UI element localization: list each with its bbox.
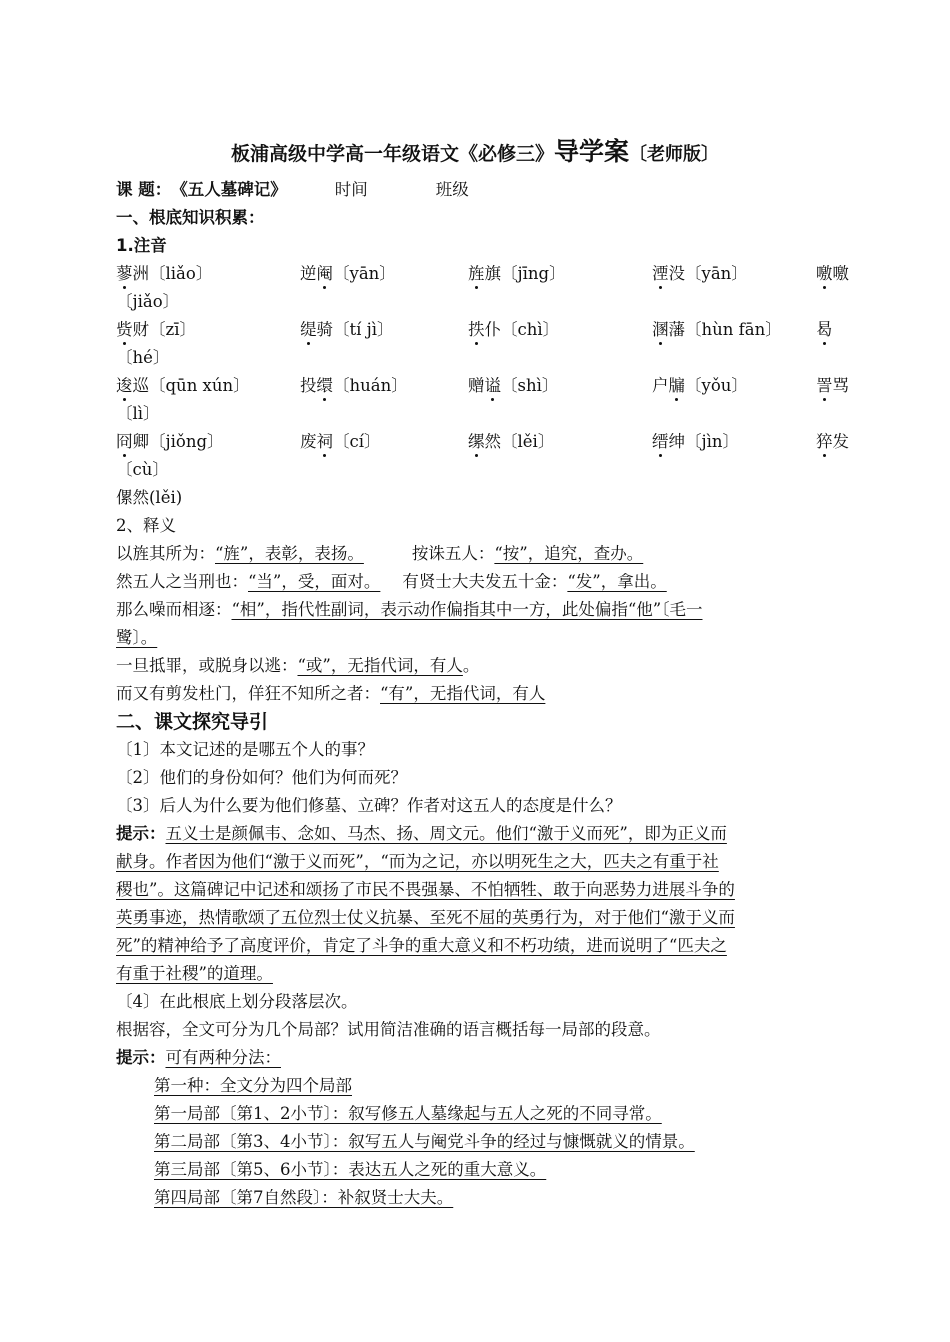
topic-label: 课 题： (116, 180, 172, 199)
phonetic-item: 抶仆〔chì〕 (468, 316, 652, 344)
division-line: 第三局部〔第5、6小节〕：表达五人之死的重大意义。 (154, 1160, 547, 1179)
explain-question: 有贤士大夫发五十金： (402, 572, 568, 591)
topic-value: 《五人墓碑记》 (171, 180, 287, 199)
section1-heading: 一、根底知识积累： (116, 208, 265, 227)
phonetic-item: 湮没〔yān〕 (652, 260, 816, 288)
phonetic-item: 蓼洲〔liǎo〕 (116, 260, 300, 288)
hint-line: 献身。作者因为他们“激于义而死”，“而为之记，亦以明死生之大，匹夫之有重于社 (116, 852, 719, 871)
explain-answer: “或”，无指代词，有人 (297, 656, 463, 675)
explain-answer: “相”，指代性副词，表示动作偏指其中一方，此处偏指“他”〔毛一 (231, 600, 703, 619)
phonetic-item: 曷 (816, 316, 848, 344)
hint-line: 提示：五义士是颜佩韦、念如、马杰、扬、周文元。他们“激于义而死”，即为正义而 (116, 824, 727, 843)
explain-question: 然五人之当刑也： (116, 572, 248, 591)
explain-question: 一旦抵罪，或脱身以逃： (116, 656, 298, 675)
phonetic-row (116, 372, 848, 400)
document-body (116, 176, 848, 1212)
phonetic-item: 赀财〔zī〕 (116, 316, 300, 344)
hint-line: 稷也”。这篇碑记中记述和颂扬了市民不畏强暴、不怕牺牲、敢于向恶势力进展斗争的 (116, 880, 735, 899)
phonetic-item: 缧然〔lěi〕 (468, 428, 652, 456)
phonetic-extra: 傫然(lěi) (116, 488, 183, 507)
hint-line: 死”的精神给予了高度评价，肯定了斗争的重大意义和不朽功绩，进而说明了“匹夫之 (116, 936, 727, 955)
explain-row (116, 540, 848, 568)
explain-question: 按诛五人： (411, 544, 495, 563)
question-2: 〔2〕他们的身份如何？他们为何而死？ (116, 768, 407, 787)
hint2-line: 提示：可有两种分法： (116, 1048, 281, 1067)
explain-answer-wrap: 鹭〕。 (116, 628, 158, 647)
hint-label: 提示： (116, 824, 166, 843)
explain-row (116, 680, 848, 708)
time-label: 时间 (334, 180, 368, 199)
hint-line: 有重于社稷”的道理。 (116, 964, 273, 983)
explain-answer: “有”，无指代词，有人 (380, 684, 546, 703)
phonetic-item: 溷藩〔hùn fān〕 (652, 316, 816, 344)
phonetic-item: 冏卿〔jiǒng〕 (116, 428, 300, 456)
explain-row: 一旦抵罪，或脱身以逃：“或”，无指代词，有人。 (116, 656, 480, 675)
question-4: 〔4〕在此根底上划分段落层次。 (116, 992, 358, 1011)
division-line: 第二局部〔第3、4小节〕：叙写五人与阉党斗争的经过与慷慨就义的情景。 (154, 1132, 695, 1151)
explain-heading: 2、释义 (116, 516, 176, 535)
explain-answer: “旌”，表彰，表扬。 (215, 544, 364, 563)
division-line: 第一种：全文分为四个局部 (154, 1076, 352, 1095)
phonetic-item: 赠谥〔shì〕 (468, 372, 652, 400)
page-title (0, 132, 950, 168)
explain-answer: “发”，拿出。 (567, 572, 667, 591)
phonetic-item: 逡巡〔qūn xún〕 (116, 372, 300, 400)
question-3: 〔3〕后人为什么要为他们修墓、立碑？作者对这五人的态度是什么？ (116, 796, 622, 815)
phonetic-row (116, 428, 848, 456)
title-big: 导学案 (554, 137, 630, 166)
phonetic-wrap: 〔jiǎo〕 (116, 292, 180, 311)
phonetics-heading: 1.注音 (116, 236, 167, 255)
explain-row-wrap (116, 624, 848, 652)
explain-question: 以旌其所为： (116, 544, 215, 563)
hint-block (116, 820, 848, 988)
question-4b: 根据容，全文可分为几个局部？试用简洁准确的语言概括每一局部的段意。 (116, 1020, 661, 1039)
title-main: 板浦高级中学高一年级语文《必修三》 (230, 143, 554, 165)
phonetic-item: 缙绅〔jìn〕 (652, 428, 816, 456)
division-line: 第一局部〔第1、2小节〕：叙写修五人墓缘起与五人之死的不同寻常。 (154, 1104, 662, 1123)
phonetic-wrap: 〔cù〕 (116, 460, 169, 479)
explain-question: 而又有剪发杜门，佯狂不知所之者： (116, 684, 380, 703)
hint2-label: 提示： (116, 1048, 166, 1067)
phonetic-row (116, 260, 848, 288)
phonetic-row (116, 316, 848, 344)
phonetic-item: 户牖〔yǒu〕 (652, 372, 816, 400)
explain-answer: “按”，追究，查办。 (494, 544, 644, 563)
meta-row (116, 176, 848, 204)
phonetic-wrap: 〔hé〕 (116, 348, 170, 367)
hint-line: 英勇事迹，热情歌颂了五位烈士仗义抗暴、至死不屈的英勇行为，对于他们“激于义而 (116, 908, 735, 927)
explain-question: 那么噪而相逐： (116, 600, 232, 619)
class-label: 班级 (435, 180, 469, 199)
phonetic-item: 逆阉〔yān〕 (300, 260, 468, 288)
explain-row (116, 596, 848, 624)
phonetic-item: 噭噭 (816, 260, 848, 288)
phonetic-item: 詈骂 (816, 372, 848, 400)
question-1: 〔1〕本文记述的是哪五个人的事？ (116, 740, 374, 759)
phonetic-item: 废祠〔cí〕 (300, 428, 468, 456)
division-line: 第四局部〔第7自然段〕：补叙贤士大夫。 (154, 1188, 454, 1207)
phonetic-item: 旌旗〔jīng〕 (468, 260, 652, 288)
title-tail: 〔老师版〕 (629, 144, 720, 165)
phonetic-item: 投缳〔huán〕 (300, 372, 468, 400)
phonetic-item: 缇骑〔tí jì〕 (300, 316, 468, 344)
explain-row (116, 568, 848, 596)
phonetic-wrap: 〔lì〕 (116, 404, 160, 423)
phonetic-item: 猝发 (816, 428, 848, 456)
section2-heading: 二、课文探究导引 (116, 711, 269, 733)
explain-answer: “当”，受，面对。 (248, 572, 381, 591)
